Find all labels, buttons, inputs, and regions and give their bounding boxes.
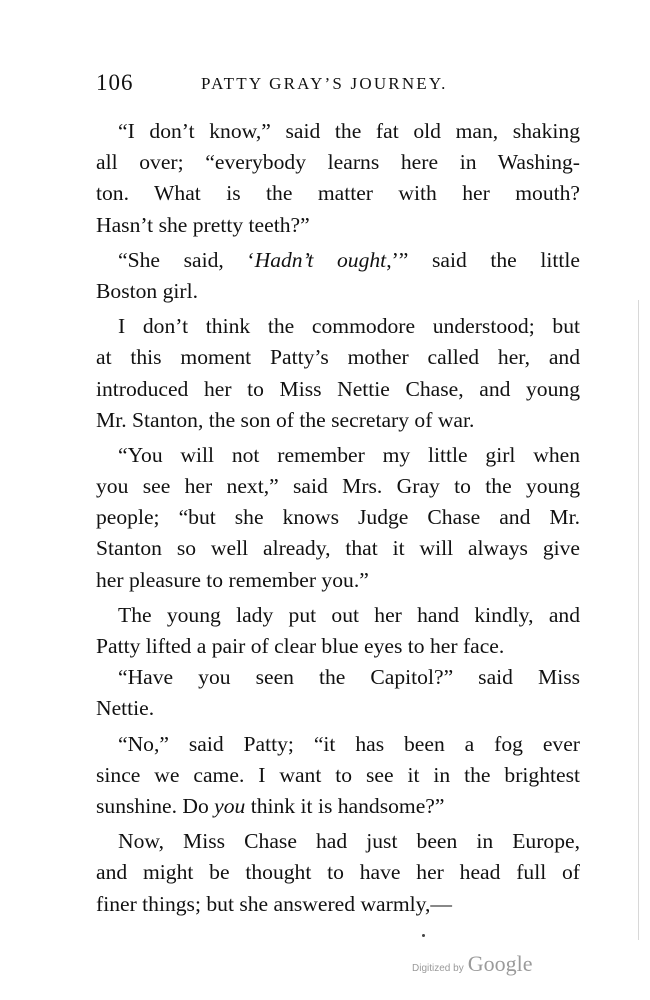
text-line: and might be thought to have her head full of — [96, 860, 580, 885]
text-line: I don’t think the commodore understood; but — [118, 314, 580, 339]
italic-phrase: Hadn’t ought — [254, 247, 387, 272]
digitized-watermark — [412, 951, 532, 977]
text-line — [96, 245, 580, 276]
text-line: her pleasure to remember you.” — [96, 567, 369, 592]
text-line: Hasn’t she pretty teeth?” — [96, 212, 310, 237]
watermark-google-text: Google — [467, 951, 533, 976]
text-line: finer things; but she answered warmly,— — [96, 891, 453, 916]
text-line: “You will not remember my little girl when — [118, 442, 580, 467]
text-line: since we came. I want to see it in the brightest — [96, 762, 580, 787]
ink-dot — [422, 934, 425, 937]
page-header — [96, 70, 576, 100]
text-line: at this moment Patty’s mother called her, and — [96, 345, 580, 370]
text-line: Mr. Stanton, the son of the secretary of war. — [96, 407, 475, 432]
italic-phrase: you — [214, 793, 246, 818]
text-line: Boston girl. — [96, 278, 198, 303]
text-line: ton. What is the matter with her mouth? — [96, 181, 580, 206]
scan-edge-line — [638, 300, 639, 940]
text-line: The young lady put out her hand kindly, and — [118, 602, 580, 627]
text-line: “No,” said Patty; “it has been a fog ever — [118, 731, 580, 756]
running-title: PATTY GRAY’S JOURNEY. — [201, 74, 448, 93]
text-line: “I don’t know,” said the fat old man, shaking — [118, 119, 580, 143]
text-line — [96, 791, 580, 822]
text-fragment: ,’” said the little — [386, 247, 580, 272]
text-line: Stanton so well already, that it will always give — [96, 536, 580, 561]
text-line: you see her next,” said Mrs. Gray to the young — [96, 474, 580, 499]
text-fragment: sunshine. Do — [96, 793, 215, 818]
body-text — [96, 116, 580, 920]
watermark-small-text: Digitized by — [412, 963, 464, 974]
text-line: people; “but she knows Judge Chase and Mr. — [96, 505, 580, 530]
page-number: 106 — [96, 70, 134, 95]
text-fragment: “She said, ‘ — [118, 247, 255, 272]
text-line: Now, Miss Chase had just been in Europe, — [118, 829, 580, 854]
text-line: “Have you seen the Capitol?” said Miss — [118, 665, 580, 690]
text-line: all over; “everybody learns here in Washing- — [96, 150, 580, 175]
text-fragment: think it is handsome?” — [245, 793, 445, 818]
text-line: Patty lifted a pair of clear blue eyes to her face. — [96, 634, 505, 658]
text-line: introduced her to Miss Nettie Chase, and young — [96, 376, 580, 401]
text-line: Nettie. — [96, 696, 155, 721]
